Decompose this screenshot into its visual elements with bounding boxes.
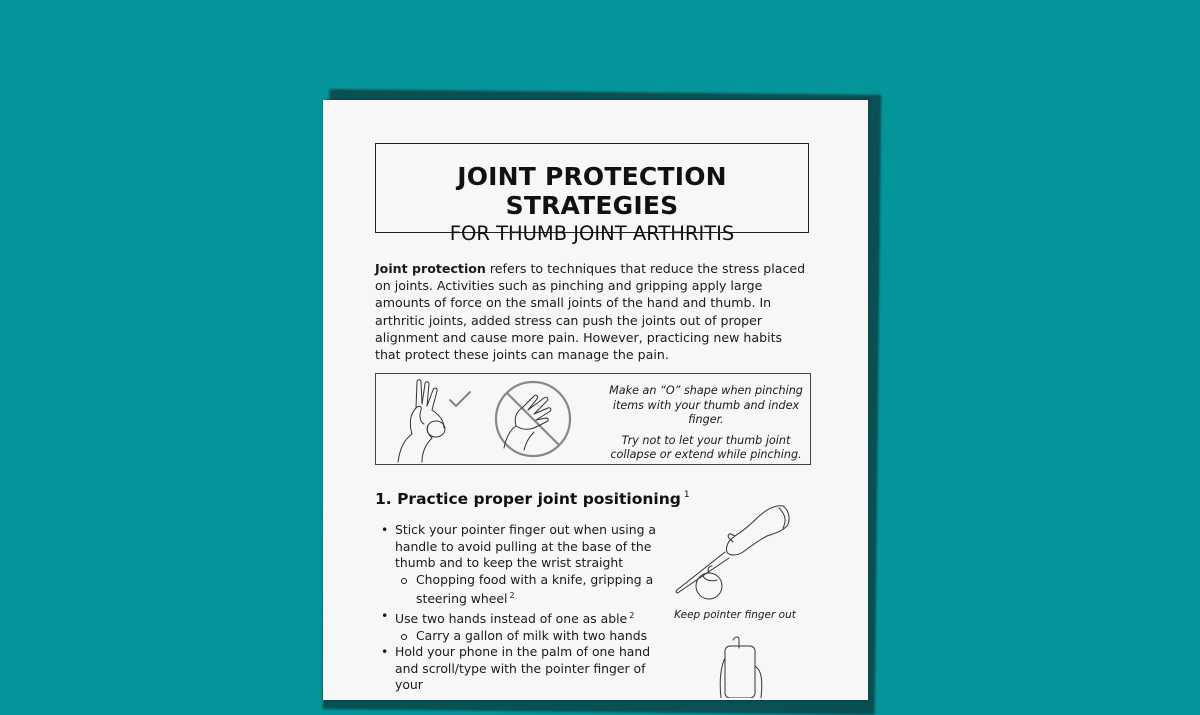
sub-list-item xyxy=(375,572,665,608)
phone-hand-icon xyxy=(720,637,762,698)
pinch-illustrations xyxy=(376,374,596,464)
intro-bold-lead: Joint protection xyxy=(375,261,486,276)
checkmark-icon xyxy=(450,392,470,406)
footnote-ref: 2 xyxy=(629,610,635,620)
prohibited-pinch-icon xyxy=(496,382,570,456)
intro-paragraph xyxy=(375,260,811,363)
sub-item-text: Carry a gallon of milk with two hands xyxy=(416,627,648,643)
tip-text xyxy=(601,384,811,469)
tip-line-1: Make an “O” shape when pinching items with your thumb and index finger. xyxy=(609,384,803,426)
page-subtitle: FOR THUMB JOINT ARTHRITIS xyxy=(449,222,735,245)
list-item-text: Hold your phone in the palm of one hand and scroll/type with the pointer finger of your xyxy=(395,644,651,693)
list-item-text: Stick your pointer finger out when using a handle to avoid pulling at the base of the thumb and to keep the wrist straight xyxy=(395,522,656,571)
sub-item-text: Chopping food with a knife, gripping a steering wheel xyxy=(416,571,654,607)
section-heading-text: 1. Practice proper joint positioning xyxy=(375,490,681,508)
tip-line-2: Try not to let your thumb joint collapse or extend while pinching. xyxy=(610,433,802,461)
list-item-text: Use two hands instead of one as able xyxy=(395,610,628,626)
section-heading-ref: 1 xyxy=(683,490,690,500)
list-item xyxy=(375,644,665,694)
list-item xyxy=(375,608,665,628)
footnote-ref: 2 xyxy=(509,591,515,601)
page-title: JOINT PROTECTION STRATEGIES xyxy=(457,162,727,220)
sub-list-item xyxy=(375,628,665,645)
handout-page xyxy=(323,100,868,700)
bullet-list xyxy=(375,522,665,694)
list-item xyxy=(375,522,665,572)
knife-grip-icon xyxy=(676,506,789,599)
pinch-tip-box xyxy=(375,373,811,465)
section-heading xyxy=(375,490,690,508)
intro-text: refers to techniques that reduce the stress placed on joints. Activities such as pinching and gripping apply large amounts of force on the small joints of the hand and thumb. In arthritic joints, added stress can push the joints out of proper alignment and cause more pain. However, practicing new habits that protect these joints can manage the pain. xyxy=(375,261,806,363)
illustration-caption: Keep pointer finger out xyxy=(674,609,796,621)
ok-hand-icon xyxy=(398,380,445,462)
title-box xyxy=(375,143,809,245)
knife-hand-illustration xyxy=(663,498,813,698)
